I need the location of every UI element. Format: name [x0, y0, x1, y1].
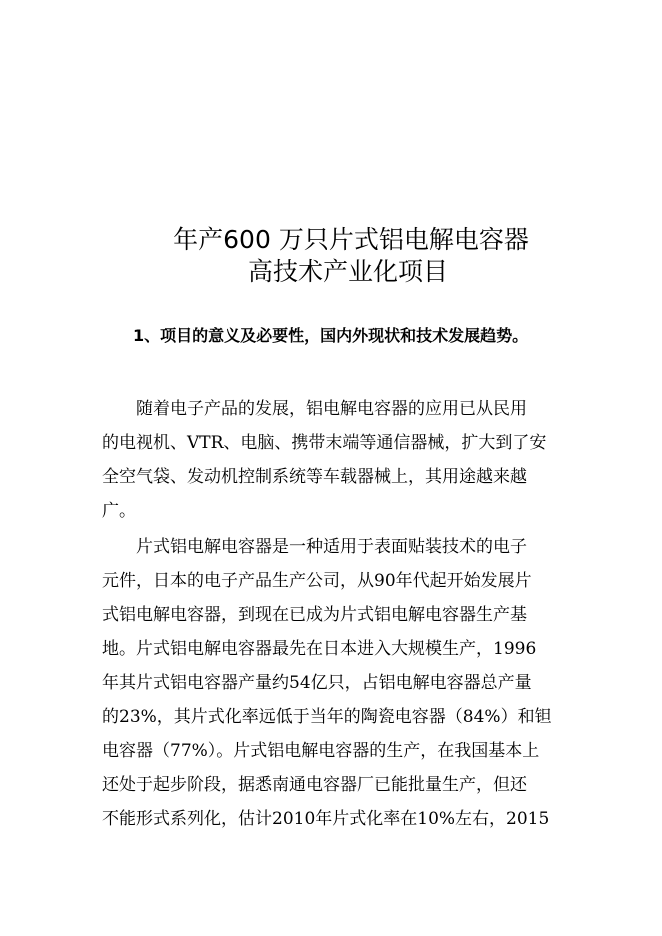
paragraph-2-line-3: 式铝电解电容器，到现在已成为片式铝电解电容器生产基 [102, 605, 527, 625]
paragraph-2-line-4: 地。片式铝电解电容器最先在日本进入大规模生产，1996 [102, 639, 537, 659]
paragraph-1-line-3: 全空气袋、发动机控制系统等车载器械上，其用途越来越 [102, 467, 527, 487]
paragraph-2-line-2: 元件，日本的电子产品生产公司，从90年代起开始发展片 [102, 571, 532, 591]
document-title-line-2: 高技术产业化项目 [247, 257, 448, 286]
paragraph-2-line-9: 不能形式系列化，估计2010年片式化率在10%左右，2015 [102, 809, 550, 829]
document-title-line-1: 年产600 万只片式铝电解电容器 [173, 225, 529, 254]
paragraph-1-line-2: 的电视机、VTR、电脑、携带末端等通信器械，扩大到了安 [102, 433, 547, 453]
paragraph-2-line-5: 年其片式铝电容器产量约54亿只，占铝电解电容器总产量 [102, 673, 532, 693]
section-heading: 1、项目的意义及必要性，国内外现状和技术发展趋势。 [133, 326, 529, 345]
paragraph-1-line-1: 随着电子产品的发展，铝电解电容器的应用已从民用 [136, 399, 527, 419]
paragraph-2-line-1: 片式铝电解电容器是一种适用于表面贴装技术的电子 [136, 537, 527, 557]
paragraph-2-line-7: 电容器（77%）。片式铝电解电容器的生产，在我国基本上 [102, 741, 540, 761]
paragraph-1-line-4: 广。 [102, 501, 136, 521]
paragraph-2-line-6: 的23%，其片式化率远低于当年的陶瓷电容器（84%）和钽 [102, 707, 552, 727]
paragraph-2-line-8: 还处于起步阶段，据悉南通电容器厂已能批量生产，但还 [102, 775, 527, 795]
